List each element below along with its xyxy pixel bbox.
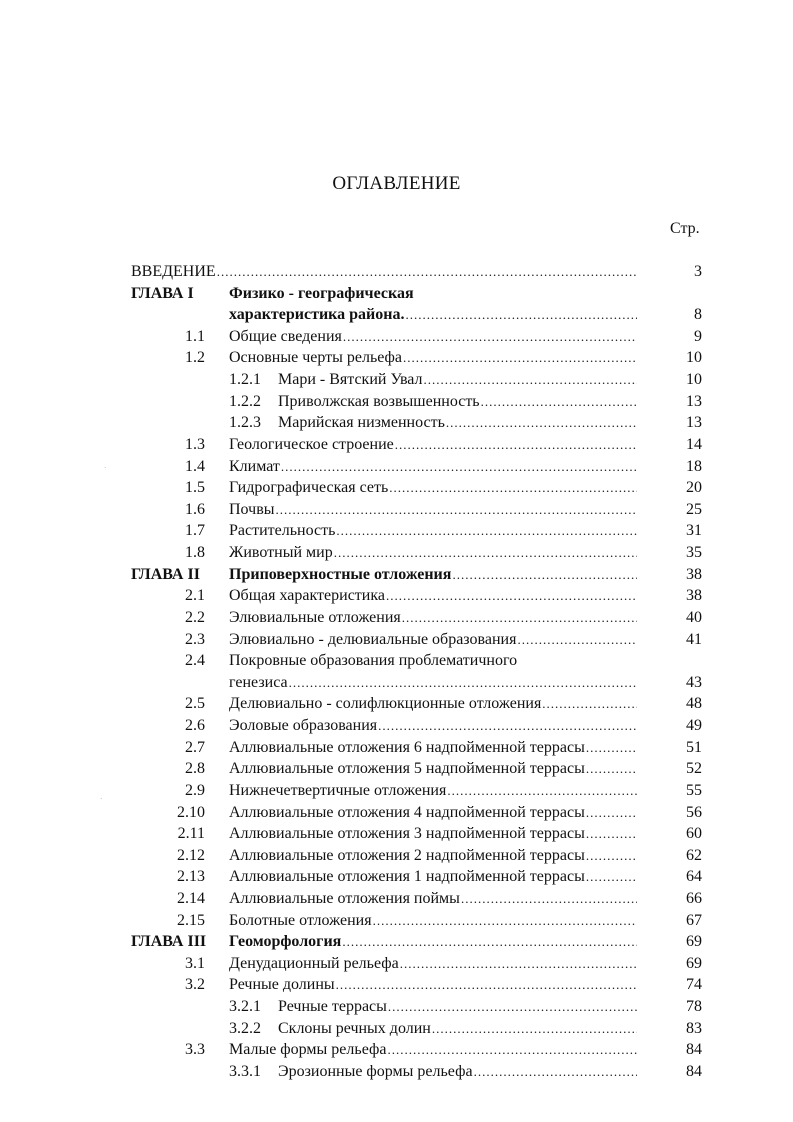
page-number: 48 <box>686 695 702 713</box>
toc-row <box>0 650 793 672</box>
section-number: 2.15 <box>177 911 205 929</box>
dot-leader <box>461 888 637 910</box>
page-number: 74 <box>686 976 702 994</box>
entry-title-text: Мари - Вятский Увал <box>278 371 423 389</box>
dot-leader <box>400 953 637 975</box>
section-number: 1.1 <box>185 327 205 345</box>
entry-title[interactable] <box>229 845 637 867</box>
entry-title-text: Климат <box>229 457 280 475</box>
entry-title-text: Гидрографическая сеть <box>229 479 389 497</box>
entry-title[interactable] <box>278 412 637 434</box>
entry-title[interactable] <box>229 780 637 802</box>
dot-leader <box>405 304 637 326</box>
entry-title[interactable] <box>229 715 637 737</box>
page-number: 10 <box>686 349 702 367</box>
page-number: 62 <box>686 846 702 864</box>
page-number: 38 <box>686 565 702 583</box>
dot-leader <box>586 823 637 845</box>
entry-title-text: Геологическое строение <box>229 435 394 453</box>
section-number: 1.2.3 <box>229 414 261 432</box>
entry-title[interactable] <box>131 261 637 283</box>
entry-title-text: Марийская низменность <box>278 414 445 432</box>
entry-title-text: характеристика района. <box>229 306 405 324</box>
section-number: 2.11 <box>177 825 205 843</box>
entry-title-text: Растительность <box>229 522 336 540</box>
entry-title-text: Речные долины <box>229 976 335 994</box>
entry-title[interactable] <box>229 456 637 478</box>
toc-row <box>0 520 793 542</box>
page-number: 83 <box>686 1019 702 1037</box>
entry-title-text: Аллювиальные отложения поймы <box>229 889 460 907</box>
entry-title-text: Речные террасы <box>278 998 387 1016</box>
toc-row <box>0 369 793 391</box>
dot-leader <box>334 542 637 564</box>
section-number: 2.7 <box>185 738 205 756</box>
toc-row <box>0 629 793 651</box>
page-column-label: Стр. <box>670 220 700 237</box>
entry-title-text: Общая характеристика <box>229 587 385 605</box>
page-number: 67 <box>686 911 702 929</box>
entry-title[interactable] <box>229 283 718 305</box>
section-number: 3.2.1 <box>229 998 261 1016</box>
entry-title[interactable] <box>229 737 637 759</box>
dot-leader <box>281 456 637 478</box>
dot-leader <box>395 434 637 456</box>
entry-title-text: Элювиально - делювиальные образования <box>229 630 517 648</box>
dot-leader <box>336 520 637 542</box>
chapter-number: ГЛАВА III <box>131 933 207 951</box>
dot-leader <box>217 261 637 283</box>
entry-title[interactable] <box>229 672 637 694</box>
entry-title[interactable] <box>229 520 637 542</box>
section-number: 3.3 <box>185 1041 205 1059</box>
toc-row <box>0 953 793 975</box>
toc-row <box>0 866 793 888</box>
toc-row <box>0 1018 793 1040</box>
entry-title[interactable] <box>229 326 637 348</box>
chapter-number: ГЛАВА I <box>131 284 194 302</box>
page-number: 13 <box>686 414 702 432</box>
toc-row <box>0 823 793 845</box>
dot-leader <box>289 672 637 694</box>
toc-row <box>0 888 793 910</box>
toc-row <box>0 737 793 759</box>
toc-row <box>0 931 793 953</box>
dot-leader <box>586 758 637 780</box>
entry-title-text: Аллювиальные отложения 5 надпойменной террасы <box>229 760 585 778</box>
section-number: 2.10 <box>177 803 205 821</box>
page-title: ОГЛАВЛЕНИЕ <box>332 173 461 194</box>
section-number: 2.14 <box>177 889 205 907</box>
section-number: 2.12 <box>177 846 205 864</box>
page-number: 3 <box>694 263 702 280</box>
entry-title-text: Нижнечетвертичные отложения <box>229 781 447 799</box>
toc-row <box>0 477 793 499</box>
page-number: 9 <box>694 327 702 345</box>
dot-leader <box>474 1061 637 1083</box>
entry-title[interactable] <box>229 304 637 326</box>
page-number: 64 <box>686 868 702 886</box>
page-number: 51 <box>686 738 702 756</box>
entry-title[interactable] <box>229 974 637 996</box>
entry-title[interactable] <box>229 499 637 521</box>
entry-title[interactable] <box>278 996 637 1018</box>
page-number: 69 <box>686 933 702 951</box>
dot-leader <box>388 996 637 1018</box>
dot-leader <box>402 607 637 629</box>
page-number: 38 <box>686 587 702 605</box>
entry-title[interactable] <box>229 888 637 910</box>
page-number: 40 <box>686 608 702 626</box>
entry-title[interactable] <box>229 607 637 629</box>
dot-leader <box>586 737 637 759</box>
toc-row <box>0 585 793 607</box>
section-number: 1.2 <box>185 349 205 367</box>
toc-row <box>0 996 793 1018</box>
entry-title-text: Болотные отложения <box>229 911 372 929</box>
page-number: 13 <box>686 392 702 410</box>
section-number: 3.1 <box>185 954 205 972</box>
entry-title[interactable] <box>229 1039 637 1061</box>
section-number: 1.3 <box>185 435 205 453</box>
entry-title-text: Физико - географическая <box>229 284 414 302</box>
toc-row <box>0 456 793 478</box>
entry-title-text: Денудационный рельефа <box>229 954 399 972</box>
section-number: 1.6 <box>185 500 205 518</box>
entry-title-text: Приволжская возвышенность <box>278 392 480 410</box>
section-number: 2.3 <box>185 630 205 648</box>
page-number: 10 <box>686 371 702 389</box>
entry-title[interactable] <box>278 391 637 413</box>
page-number: 60 <box>686 825 702 843</box>
entry-title-text: генезиса <box>229 673 288 691</box>
dot-leader <box>389 477 637 499</box>
entry-title-text: Элювиальные отложения <box>229 608 401 626</box>
toc-row <box>0 715 793 737</box>
section-number: 3.2.2 <box>229 1019 261 1037</box>
dot-leader <box>447 780 637 802</box>
toc-row <box>0 326 793 348</box>
toc-row <box>0 564 793 586</box>
entry-title[interactable] <box>229 931 637 953</box>
page-number: 84 <box>686 1041 702 1059</box>
toc-row <box>0 607 793 629</box>
toc-row <box>0 283 793 305</box>
page-number: 31 <box>686 522 702 540</box>
toc-row <box>0 542 793 564</box>
section-number: 1.2.2 <box>229 392 261 410</box>
dot-leader <box>446 412 637 434</box>
entry-title[interactable] <box>229 650 718 672</box>
entry-title-text: Приповерхностные отложения <box>229 565 452 583</box>
entry-title-text: Общие сведения <box>229 327 342 345</box>
dot-leader <box>452 564 637 586</box>
entry-title-text: Почвы <box>229 500 275 518</box>
toc-row <box>0 499 793 521</box>
page-number: 43 <box>686 673 702 691</box>
section-number: 1.2.1 <box>229 371 261 389</box>
entry-title[interactable] <box>229 693 637 715</box>
toc-row <box>0 780 793 802</box>
dot-leader <box>432 1018 637 1040</box>
scan-speck: ˙ <box>100 797 103 805</box>
toc-row <box>0 1061 793 1083</box>
section-number: 1.5 <box>185 479 205 497</box>
dot-leader <box>586 845 637 867</box>
entry-title-text: Эоловые образования <box>229 717 378 735</box>
dot-leader <box>586 866 637 888</box>
section-number: 1.8 <box>185 544 205 562</box>
section-number: 2.8 <box>185 760 205 778</box>
page-number: 14 <box>686 435 702 453</box>
toc-row <box>0 672 793 694</box>
entry-title[interactable] <box>229 953 637 975</box>
entry-title-text: Малые формы рельефа <box>229 1041 387 1059</box>
entry-title[interactable] <box>229 866 637 888</box>
entry-title[interactable] <box>229 629 637 651</box>
entry-title-text: Аллювиальные отложения 3 надпойменной террасы <box>229 825 585 843</box>
page-number: 69 <box>686 954 702 972</box>
section-number: 2.9 <box>185 781 205 799</box>
section-number: 2.6 <box>185 717 205 735</box>
section-number: 3.3.1 <box>229 1062 261 1080</box>
entry-title-text: Делювиально - солифлюкционные отложения <box>229 695 542 713</box>
section-number: 2.2 <box>185 608 205 626</box>
toc-row <box>0 1039 793 1061</box>
section-number: 1.7 <box>185 522 205 540</box>
section-number: 2.1 <box>185 587 205 605</box>
toc-row <box>0 802 793 824</box>
toc-row <box>0 434 793 456</box>
entry-title-text: Аллювиальные отложения 1 надпойменной террасы <box>229 868 585 886</box>
page-number: 35 <box>686 544 702 562</box>
section-number: 1.4 <box>185 457 205 475</box>
toc-row <box>0 845 793 867</box>
page-number: 18 <box>686 457 702 475</box>
entry-title[interactable] <box>278 1061 637 1083</box>
toc-row <box>0 412 793 434</box>
entry-title-text: Склоны речных долин <box>278 1019 431 1037</box>
entry-title-text: Аллювиальные отложения 2 надпойменной террасы <box>229 846 585 864</box>
page-number: 84 <box>686 1062 702 1080</box>
entry-title[interactable] <box>229 910 637 932</box>
page-number: 56 <box>686 803 702 821</box>
toc-row <box>0 391 793 413</box>
entry-title-text: Эрозионные формы рельефа <box>278 1062 473 1080</box>
dot-leader <box>336 974 637 996</box>
toc-row <box>0 974 793 996</box>
page-number: 25 <box>686 500 702 518</box>
entry-title[interactable] <box>229 542 637 564</box>
page-number: 8 <box>694 306 702 324</box>
dot-leader <box>403 347 637 369</box>
entry-title-text: ВВЕДЕНИЕ <box>131 263 216 280</box>
entry-title[interactable] <box>278 369 637 391</box>
entry-title[interactable] <box>229 585 637 607</box>
page-number: 55 <box>686 781 702 799</box>
entry-title-text: Геоморфология <box>229 933 342 951</box>
toc-row <box>0 693 793 715</box>
dot-leader <box>542 693 637 715</box>
entry-title-text: Животный мир <box>229 544 333 562</box>
chapter-number: ГЛАВА II <box>131 565 200 583</box>
page-number: 20 <box>686 479 702 497</box>
toc-row <box>0 261 793 283</box>
entry-title-text: Аллювиальные отложения 4 надпойменной террасы <box>229 803 585 821</box>
entry-title[interactable] <box>229 434 637 456</box>
section-number: 2.5 <box>185 695 205 713</box>
entry-title[interactable] <box>229 477 637 499</box>
toc-row <box>0 758 793 780</box>
entry-title[interactable] <box>278 1018 637 1040</box>
dot-leader <box>387 1039 637 1061</box>
entry-title-text: Основные черты рельефа <box>229 349 403 367</box>
dot-leader <box>586 802 637 824</box>
section-number: 2.4 <box>185 652 205 670</box>
dot-leader <box>378 715 637 737</box>
toc-row <box>0 347 793 369</box>
section-number: 2.13 <box>177 868 205 886</box>
page-number: 41 <box>686 630 702 648</box>
entry-title-text: Аллювиальные отложения 6 надпойменной террасы <box>229 738 585 756</box>
scan-speck: ˙ <box>104 466 107 474</box>
page-number: 52 <box>686 760 702 778</box>
dot-leader <box>386 585 637 607</box>
entry-title[interactable] <box>229 564 637 586</box>
entry-title-text: Покровные образования проблематичного <box>229 652 518 670</box>
toc-row <box>0 304 793 326</box>
dot-leader <box>373 910 637 932</box>
dot-leader <box>276 499 638 521</box>
dot-leader <box>517 629 637 651</box>
toc-row <box>0 910 793 932</box>
entry-title[interactable] <box>229 347 637 369</box>
dot-leader <box>343 326 637 348</box>
page-number: 78 <box>686 998 702 1016</box>
dot-leader <box>481 391 637 413</box>
dot-leader <box>424 369 637 391</box>
page-number: 66 <box>686 889 702 907</box>
section-number: 3.2 <box>185 976 205 994</box>
entry-title[interactable] <box>229 802 637 824</box>
dot-leader <box>342 931 637 953</box>
entry-title[interactable] <box>229 758 637 780</box>
entry-title[interactable] <box>229 823 637 845</box>
page-number: 49 <box>686 717 702 735</box>
